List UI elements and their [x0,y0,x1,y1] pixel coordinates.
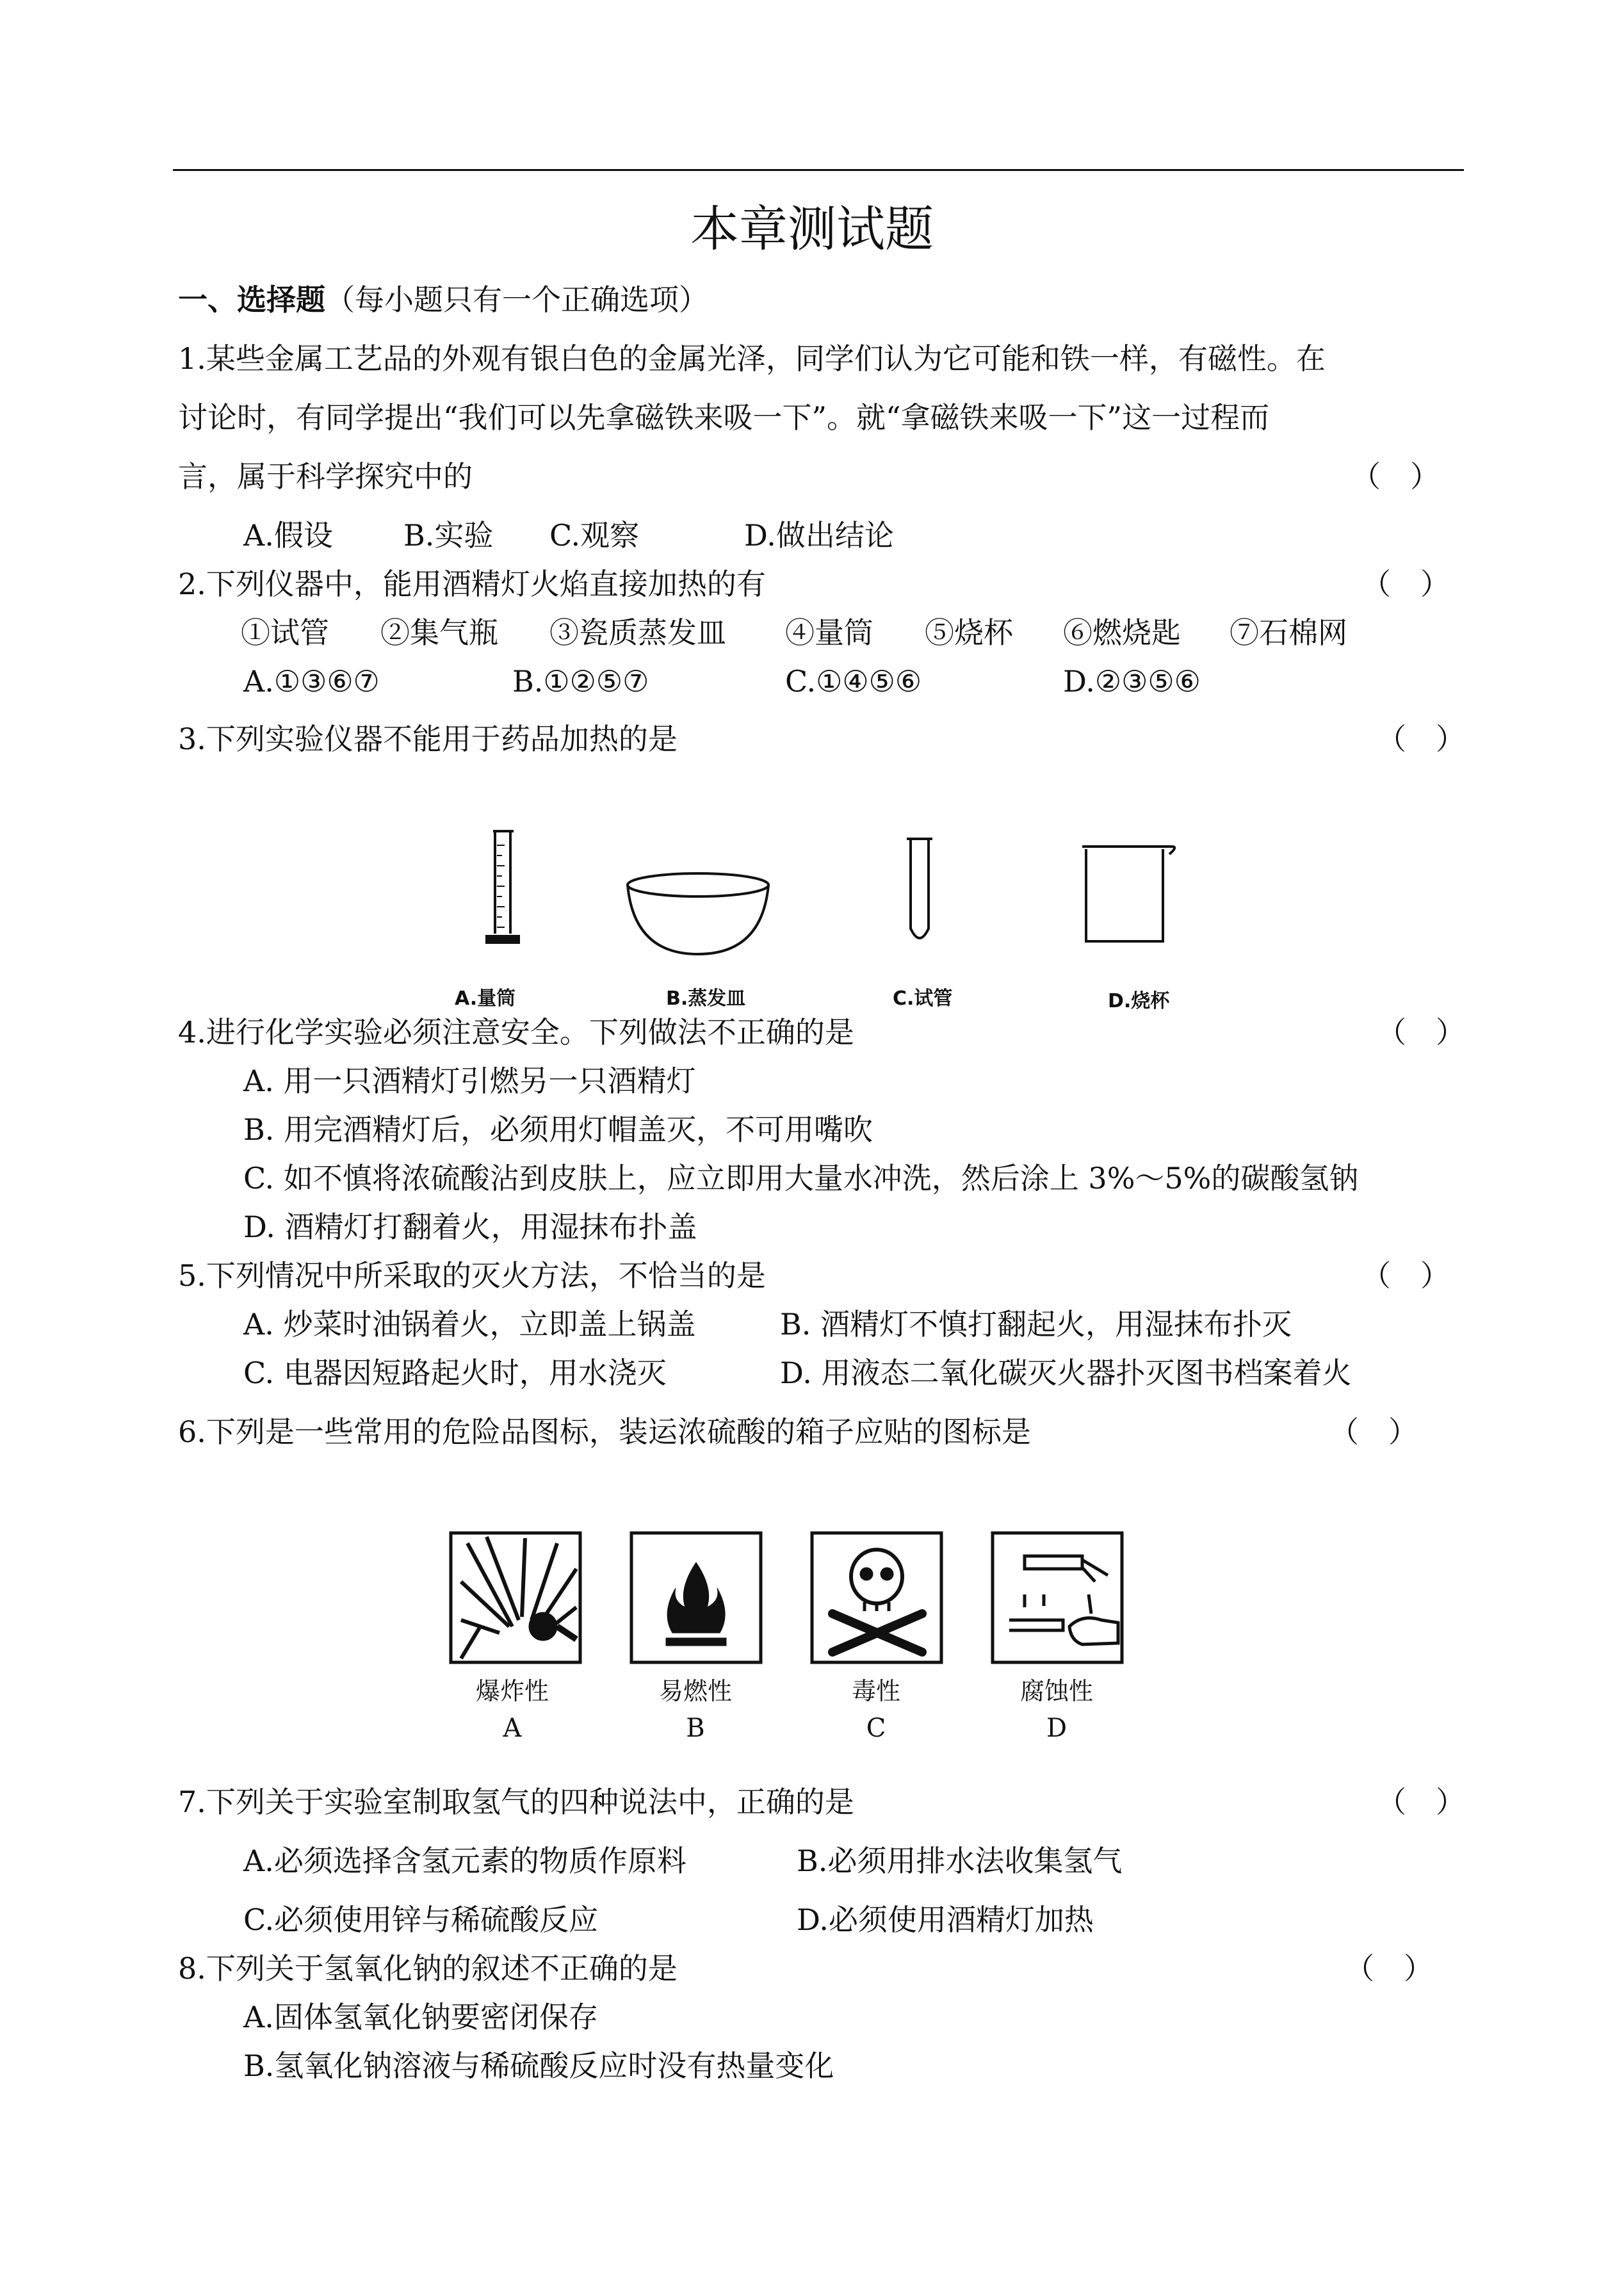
q2-option-c: C.①④⑤⑥ [785,664,922,699]
hazard-letter-a: A [503,1714,522,1743]
q7-option-d: D.必须使用酒精灯加热 [797,1902,1094,1937]
fig-caption-c: C.试管 [893,987,953,1010]
q2-item-2: ②集气瓶 [380,615,498,650]
q3-answer-blank: （ ） [1377,722,1465,756]
q1-option-a: A.假设 [243,518,333,553]
q6-answer-blank: （ ） [1329,1415,1418,1449]
q4-option-d: D. 酒精灯打翻着火，用湿抹布扑盖 [243,1210,697,1244]
hazard-letter-c: C [866,1714,886,1743]
q5-answer-blank: （ ） [1361,1258,1450,1293]
q7-option-a: A.必须选择含氢元素的物质作原料 [243,1844,686,1878]
q1-answer-blank: （ ） [1351,459,1440,494]
section-label: 一、选择题 [178,282,325,317]
q5-line-1: 5.下列情况中所采取的灭火方法，不恰当的是 [178,1258,766,1293]
q8-option-a: A.固体氢氧化钠要密闭保存 [243,2000,598,2034]
q4-option-b: B. 用完酒精灯后，必须用灯帽盖灭，不可用嘴吹 [243,1112,873,1147]
evaporating-dish-drawing [628,873,768,954]
q7-answer-blank: （ ） [1377,1785,1465,1819]
q5-option-a: A. 炒菜时油锅着火，立即盖上锅盖 [243,1307,696,1342]
q2-item-3: ③瓷质蒸发皿 [549,615,726,650]
q2-item-6: ⑥燃烧匙 [1063,615,1181,650]
q2-item-4: ④量筒 [785,615,873,650]
q2-item-5: ⑤烧杯 [925,615,1013,650]
graduated-cylinder-drawing [487,831,519,943]
apparatus-figure [442,820,1210,1012]
q1-line-3: 言，属于科学探究中的 [178,459,473,494]
hazard-letter-b: B [686,1714,705,1743]
hazard-label-d: 腐蚀性 [1019,1677,1093,1705]
hazard-label-b: 易燃性 [658,1677,732,1705]
fig-caption-a: A.量筒 [455,987,516,1010]
corrosive-icon [993,1533,1122,1662]
q3-line-1: 3.下列实验仪器不能用于药品加热的是 [178,722,678,756]
q4-answer-blank: （ ） [1377,1015,1465,1050]
q5-option-d: D. 用液态二氧化碳灭火器扑灭图书档案着火 [780,1356,1352,1390]
q8-line-1: 8.下列关于氢氧化钠的叙述不正确的是 [178,1951,678,1986]
q7-option-c: C.必须使用锌与稀硫酸反应 [243,1902,599,1937]
q2-option-a: A.①③⑥⑦ [243,664,380,699]
flame-icon [631,1533,761,1662]
q2-line-1: 2.下列仪器中，能用酒精灯火焰直接加热的有 [178,567,766,601]
skull-crossbones-icon [812,1533,941,1662]
header-rule [173,169,1464,171]
q2-option-b: B.①②⑤⑦ [512,664,649,699]
q4-option-c: C. 如不慎将浓硫酸沾到皮肤上，应立即用大量水冲洗，然后涂上 3%～5%的碳酸氢钠 [243,1161,1359,1196]
test-tube-drawing [907,839,932,938]
q5-option-c: C. 电器因短路起火时，用水浇灭 [243,1356,667,1390]
q2-item-7: ⑦石棉网 [1230,615,1347,650]
fig-caption-d: D.烧杯 [1108,990,1170,1012]
q2-item-1: ①试管 [241,615,329,650]
q2-answer-blank: （ ） [1361,567,1450,601]
q8-option-b: B.氢氧化钠溶液与稀硫酸反应时没有热量变化 [243,2048,834,2083]
q2-option-d: D.②③⑤⑥ [1063,664,1201,699]
q1-option-d: D.做出结论 [744,518,894,553]
q1-line-2: 讨论时，有同学提出“我们可以先拿磁铁来吸一下”。就“拿磁铁来吸一下”这一过程而 [178,400,1270,435]
q6-line-1: 6.下列是一些常用的危险品图标，装运浓硫酸的箱子应贴的图标是 [178,1415,1031,1449]
q4-line-1: 4.进行化学实验必须注意安全。下列做法不正确的是 [178,1015,854,1050]
q1-option-b: B.实验 [403,518,494,553]
hazard-icons-figure [448,1530,1140,1671]
section-note: （每小题只有一个正确选项） [325,282,708,317]
q4-option-a: A. 用一只酒精灯引燃另一只酒精灯 [243,1064,696,1098]
hazard-label-a: 爆炸性 [475,1677,549,1705]
q5-option-b: B. 酒精灯不慎打翻起火，用湿抹布扑灭 [780,1307,1292,1342]
page-title: 本章测试题 [690,200,934,257]
hazard-label-c: 毒性 [851,1677,900,1705]
q8-answer-blank: （ ） [1345,1951,1433,1986]
q7-line-1: 7.下列关于实验室制取氢气的四种说法中，正确的是 [178,1785,854,1819]
q1-option-c: C.观察 [549,518,640,553]
q1-line-1: 1.某些金属工艺品的外观有银白色的金属光泽，同学们认为它可能和铁一样，有磁性。在 [178,341,1326,376]
section-heading [178,280,708,319]
beaker-drawing [1082,847,1174,941]
hazard-letter-d: D [1046,1714,1068,1743]
fig-caption-b: B.蒸发皿 [666,987,746,1010]
explosive-icon [451,1533,580,1662]
q7-option-b: B.必须用排水法收集氢气 [797,1844,1123,1878]
